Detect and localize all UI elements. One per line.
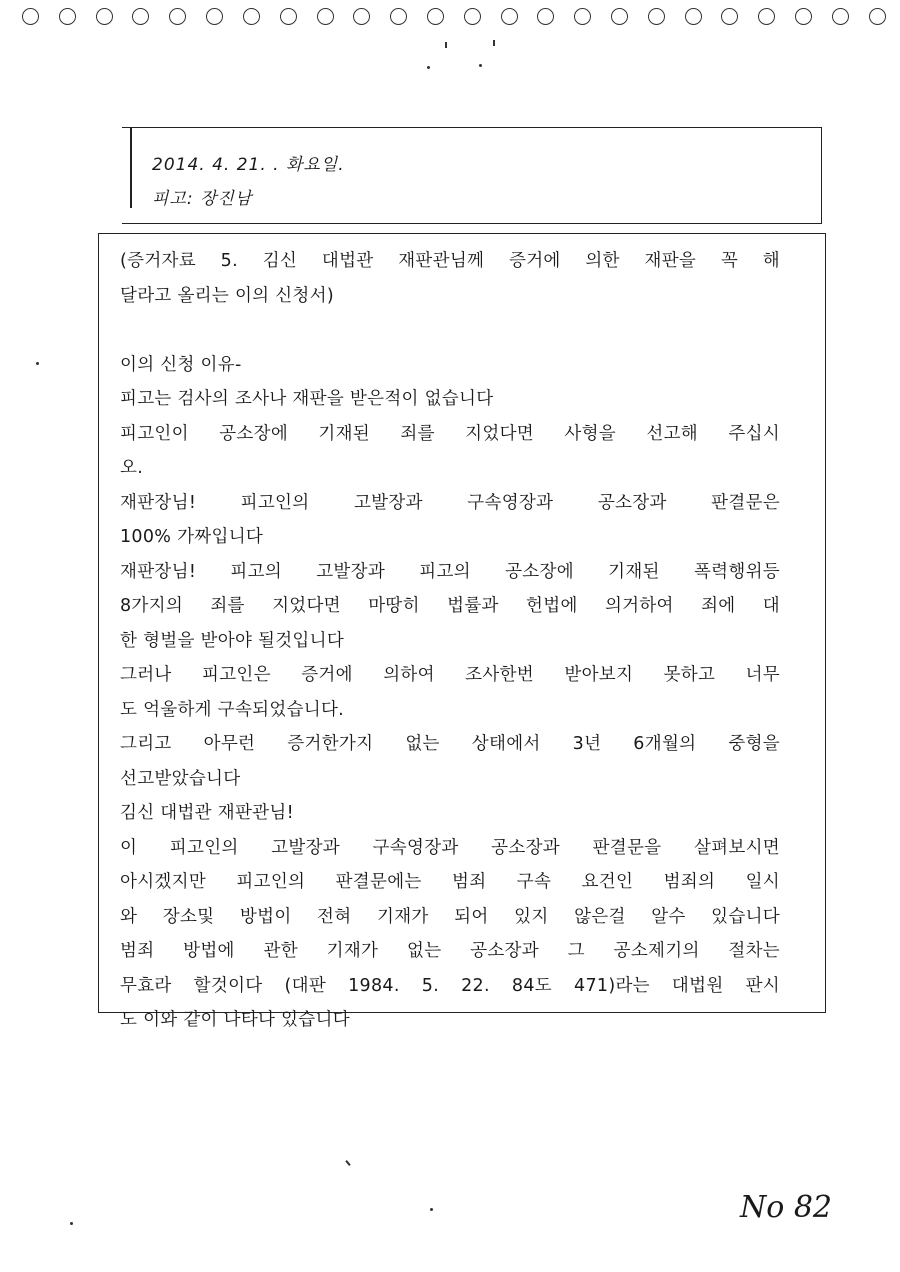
binder-hole	[537, 8, 554, 25]
body-line: 8가지의 죄를 지었다면 마땅히 법률과 헌법에 의거하여 죄에 대	[120, 596, 780, 616]
body-line: 100% 가짜입니다	[120, 527, 264, 547]
scan-speck	[427, 66, 430, 69]
binder-hole	[464, 8, 481, 25]
header-box	[122, 127, 822, 224]
binder-hole	[611, 8, 628, 25]
body-line: 한 형벌을 받아야 될것입니다	[120, 630, 345, 651]
binder-hole	[869, 8, 886, 25]
binder-hole	[501, 8, 518, 25]
body-line: 무효라 할것이다 (대판 1984. 5. 22. 84도 471)라는 대법원 판시	[120, 975, 780, 996]
binder-hole	[685, 8, 702, 25]
body-line: 재판장님! 피고의 고발장과 피고의 공소장에 기재된 폭력행위등	[120, 561, 780, 582]
scan-speck	[479, 64, 482, 67]
binder-holes	[0, 8, 900, 32]
scan-speck	[36, 362, 39, 365]
scan-speck	[445, 42, 447, 48]
binder-hole	[206, 8, 223, 25]
binder-hole	[390, 8, 407, 25]
body-line: 이 피고인의 고발장과 구속영장과 공소장과 판결문을 살펴보시면	[120, 837, 780, 858]
binder-hole	[832, 8, 849, 25]
body-line: 달라고 올리는 이의 신청서)	[120, 285, 334, 306]
binder-hole	[169, 8, 186, 25]
body-line: 범죄 방법에 관한 기재가 없는 공소장과 그 공소제기의 절차는	[120, 941, 780, 961]
body-line: 오.	[120, 458, 144, 478]
binder-hole	[795, 8, 812, 25]
binder-hole	[317, 8, 334, 25]
binder-hole	[59, 8, 76, 25]
body-line: 도 억울하게 구속되었습니다.	[120, 699, 345, 720]
page-number: No 82	[740, 1190, 833, 1225]
binder-hole	[758, 8, 775, 25]
body-line: 피고인이 공소장에 기재된 죄를 지었다면 사형을 선고해 주십시	[120, 423, 780, 444]
binder-hole	[574, 8, 591, 25]
binder-hole	[22, 8, 39, 25]
body-line: 아시겠지만 피고인의 판결문에는 범죄 구속 요건인 범죄의 일시	[120, 872, 780, 892]
body-line: 그러나 피고인은 증거에 의하여 조사한번 받아보지 못하고 너무	[120, 665, 780, 685]
body-line: 도 이와 같이 나타나 있습니다	[120, 1010, 350, 1030]
scan-speck	[430, 1208, 433, 1211]
body-line: 재판장님! 피고인의 고발장과 구속영장과 공소장과 판결문은	[120, 492, 780, 513]
body-line: 이의 신청 이유-	[120, 354, 242, 375]
body-line: 그리고 아무런 증거한가지 없는 상태에서 3년 6개월의 중형을	[120, 734, 780, 754]
binder-hole	[648, 8, 665, 25]
body-line: 선고받았습니다	[120, 768, 241, 789]
binder-hole	[353, 8, 370, 25]
body-line	[120, 313, 780, 348]
binder-hole	[280, 8, 297, 25]
body-line: 와 장소및 방법이 전혀 기재가 되어 있지 않은걸 알수 있습니다	[120, 906, 780, 927]
binder-hole	[243, 8, 260, 25]
scan-speck	[70, 1222, 73, 1225]
defendant-line: 피고: 장진남	[152, 189, 253, 209]
scan-speck	[493, 40, 495, 46]
body-line: 피고는 검사의 조사나 재판을 받은적이 없습니다	[120, 389, 494, 409]
binder-hole	[721, 8, 738, 25]
body-line: 김신 대법관 재판관님!	[120, 803, 294, 823]
binder-hole	[427, 8, 444, 25]
scan-speck	[345, 1160, 350, 1166]
binder-hole	[96, 8, 113, 25]
date-line: 2014. 4. 21. . 화요일.	[152, 155, 345, 175]
document-body	[120, 244, 780, 1038]
binder-hole	[132, 8, 149, 25]
body-line: (증거자료 5. 김신 대법관 재판관님께 증거에 의한 재판을 꼭 해	[120, 251, 780, 271]
